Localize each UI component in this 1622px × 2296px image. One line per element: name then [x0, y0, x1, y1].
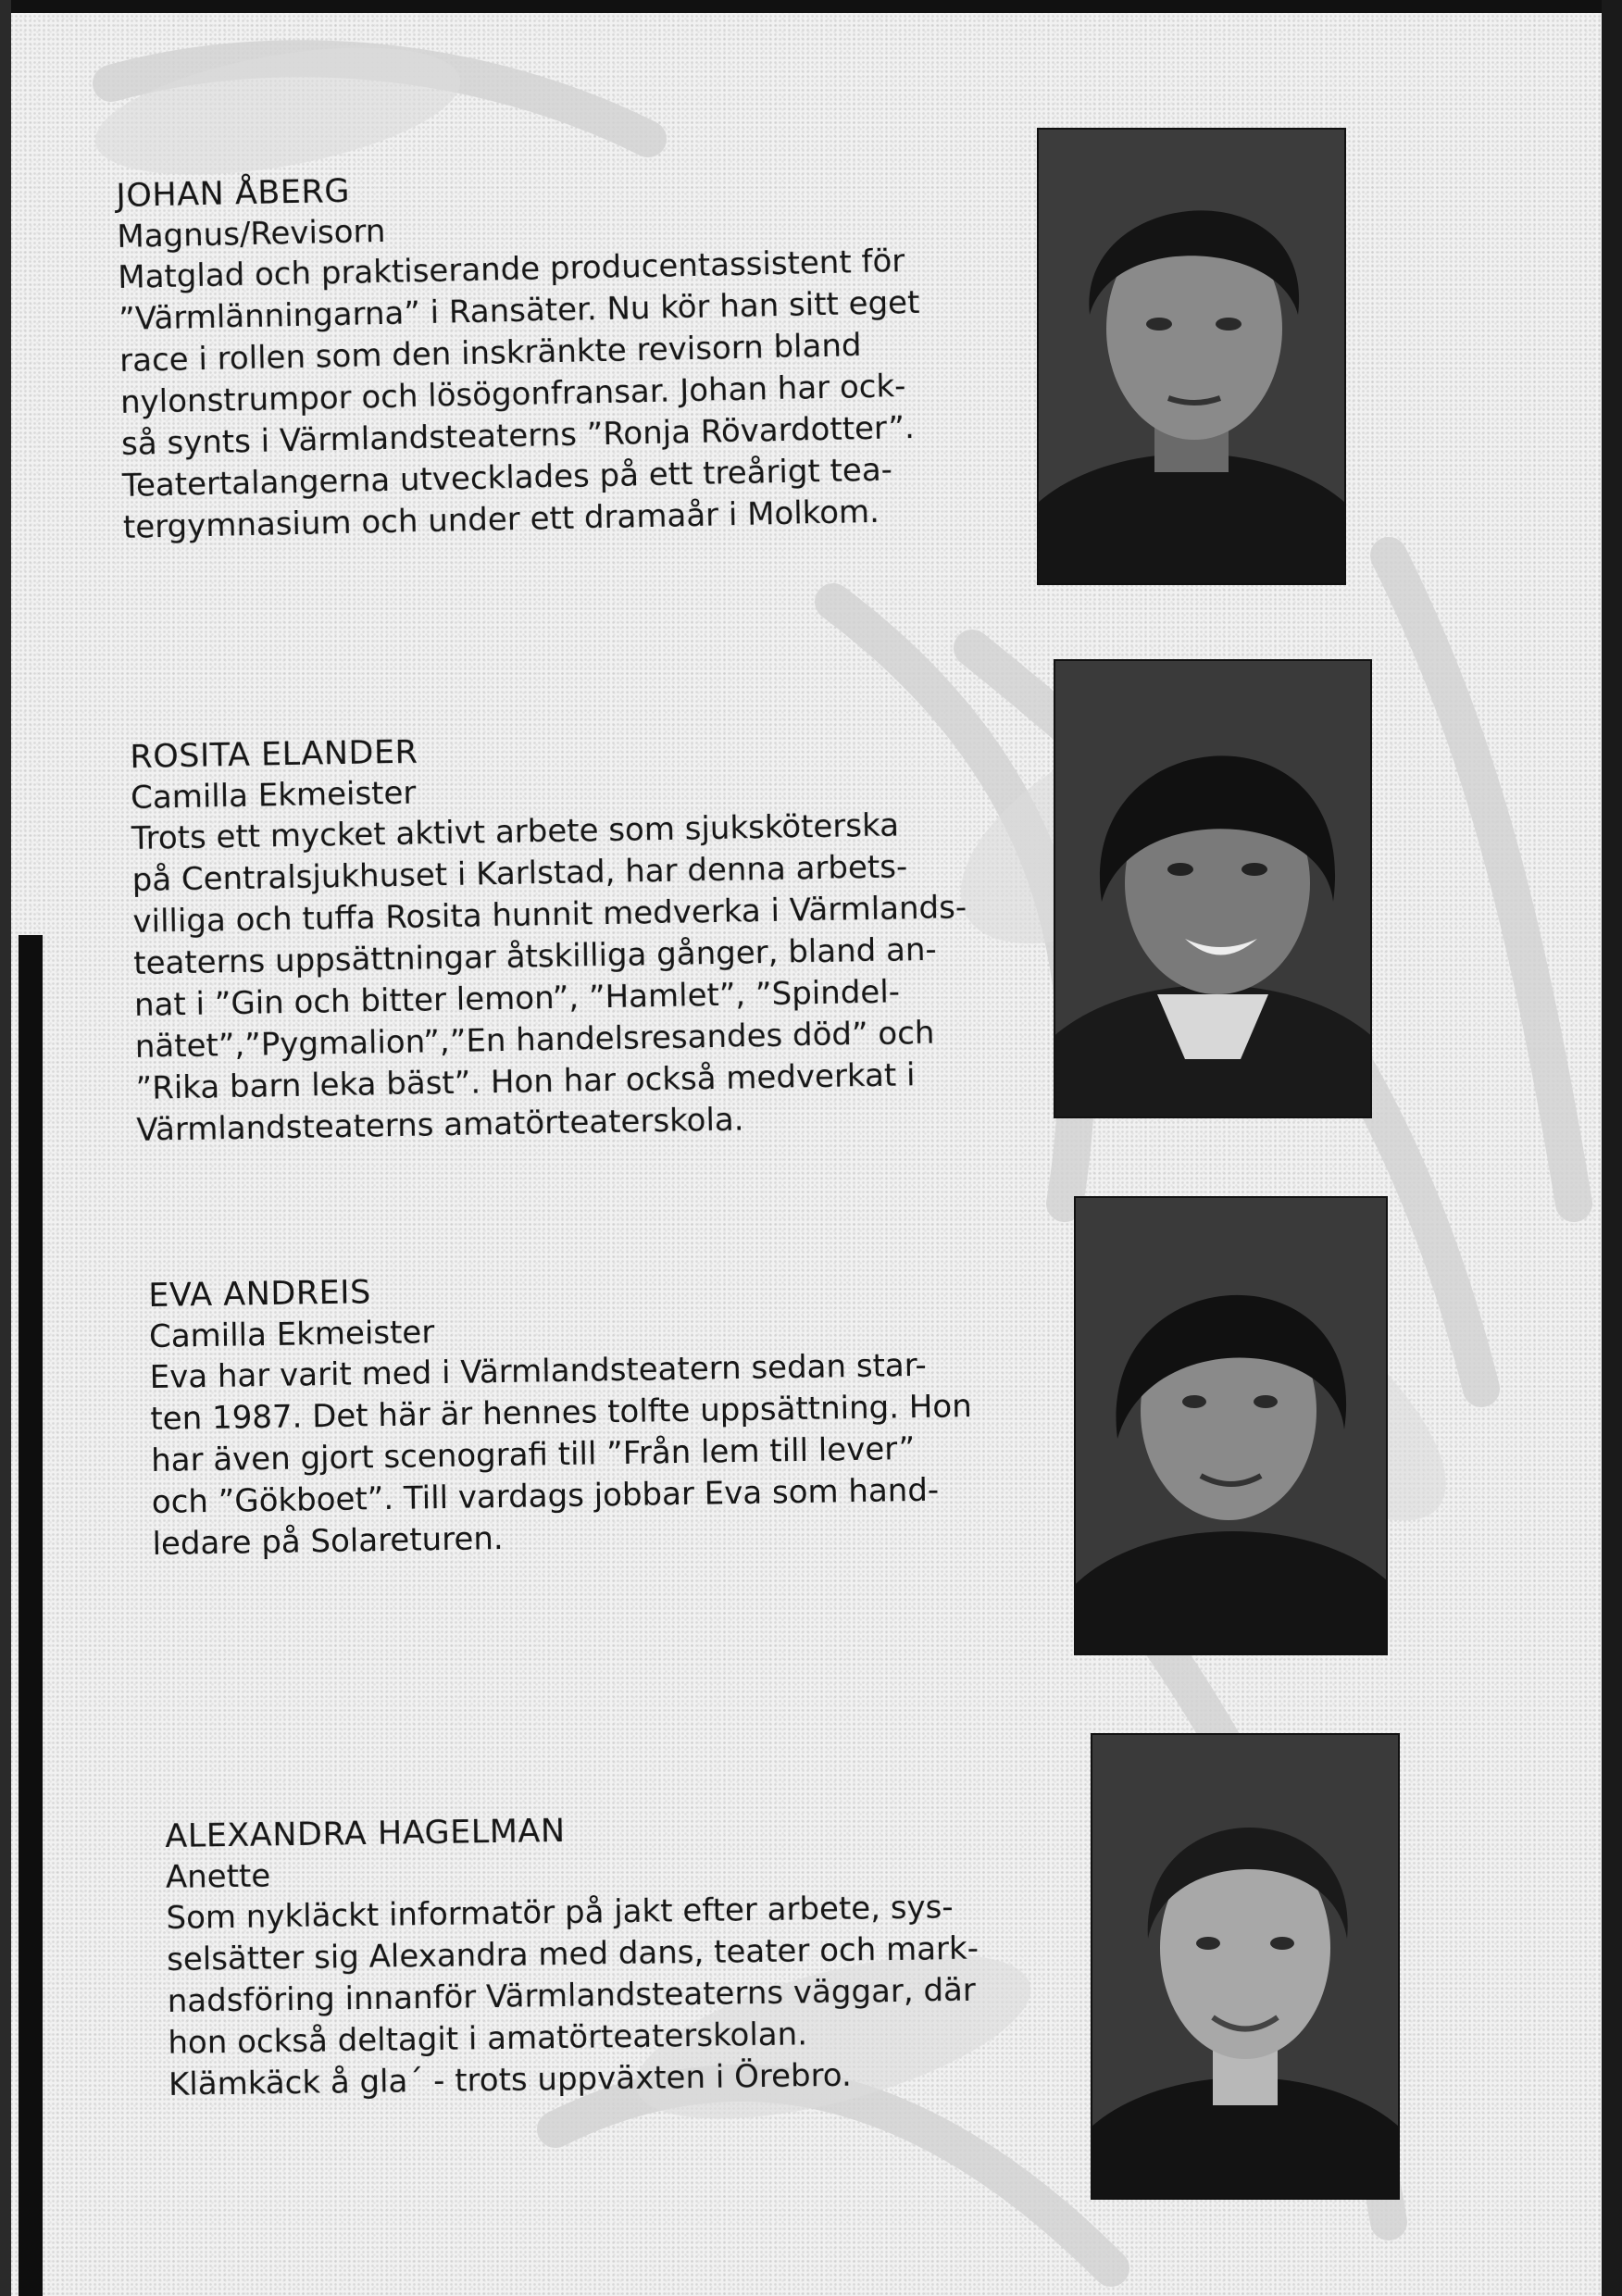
- left-border: [0, 0, 11, 2296]
- bio-line: Eva har varit med i Värmlandsteatern sedan star-: [149, 1346, 928, 1396]
- bio-line: nätet”,”Pygmalion”,”En handelsresandes död” och: [134, 1014, 935, 1066]
- actor-name: ALEXANDRA HAGELMAN: [165, 1812, 566, 1855]
- bio-line: race i rollen som den inskränkte revisorn bland: [119, 327, 862, 380]
- bio-line: nylonstrumpor och lösögonfransar. Johan har ock-: [119, 368, 906, 421]
- portrait-photo-rosita-elander: [1054, 659, 1372, 1118]
- bio-line: Som nykläckt informatör på jakt efter arbete, sys-: [166, 1889, 954, 1937]
- portrait-photo-eva-andreis: [1074, 1196, 1388, 1655]
- bio-line: Matglad och praktiserande producentassistent för: [117, 243, 905, 296]
- bio-line: och ”Gökboet”. Till vardags jobbar Eva som hand-: [151, 1471, 940, 1521]
- bio-line: tergymnasium och under ett dramaår i Molkom.: [122, 493, 880, 546]
- bio-line: Trots ett mycket aktivt arbete som sjuksköterska: [131, 806, 900, 857]
- bio-line: på Centralsjukhuset i Karlstad, har denna arbets-: [131, 848, 908, 899]
- bio-line: nat i ”Gin och bitter lemon”, ”Hamlet”, ”Spindel-: [133, 973, 901, 1024]
- bio-rosita-elander: [130, 721, 1044, 1152]
- actor-name: ROSITA ELANDER: [130, 733, 418, 776]
- bio-line: hon också deltagit i amatörteaterskolan.: [168, 2015, 808, 2062]
- bio-alexandra-hagelman: [165, 1803, 1076, 2106]
- bio-line: har även gjort scenografi till ”Från lem till lever”: [150, 1430, 916, 1479]
- actor-role: Magnus/Revisorn: [116, 212, 386, 256]
- actor-name: JOHAN ÅBERG: [116, 172, 351, 215]
- bio-eva-andreis: [148, 1262, 1060, 1566]
- bio-johan-aberg: [116, 156, 1030, 548]
- actor-role: Camilla Ekmeister: [148, 1314, 435, 1355]
- bio-line: Klämkäck å gla´ - trots uppväxten i Örebro.: [168, 2056, 853, 2103]
- actor-name: EVA ANDREIS: [148, 1274, 372, 1315]
- bio-line: Teatertalangerna utvecklades på ett treårigt tea-: [121, 451, 893, 505]
- bio-line: selsätter sig Alexandra med dans, teater och mark-: [166, 1929, 979, 1978]
- bio-line: Värmlandsteaterns amatörteaterskola.: [136, 1101, 744, 1149]
- actor-role: Camilla Ekmeister: [130, 774, 417, 817]
- bio-line: villiga och tuffa Rosita hunnit medverka i Värmlands-: [132, 889, 967, 941]
- bio-line: så synts i Värmlandsteaterns ”Ronja Rövardotter”.: [120, 408, 916, 463]
- bio-line: ledare på Solareturen.: [152, 1520, 504, 1563]
- actor-role: Anette: [165, 1857, 271, 1896]
- portrait-photo-alexandra-hagelman: [1091, 1733, 1400, 2200]
- right-border: [1602, 0, 1622, 2296]
- bio-line: ”Värmlänningarna” i Ransäter. Nu kör han sitt eget: [118, 283, 920, 338]
- left-binding-bar: [19, 935, 43, 2296]
- bio-line: teaterns uppsättningar åtskilliga gånger, bland an-: [132, 930, 938, 982]
- bio-line: ten 1987. Det här är hennes tolfte uppsättning. Hon: [150, 1388, 973, 1438]
- bio-line: nadsföring innanför Värmlandsteaterns väggar, där: [167, 1971, 977, 2020]
- bio-line: ”Rika barn leka bäst”. Hon har också medverkat i: [135, 1056, 916, 1107]
- portrait-photo-johan-aberg: [1037, 128, 1346, 585]
- top-border: [0, 0, 1622, 13]
